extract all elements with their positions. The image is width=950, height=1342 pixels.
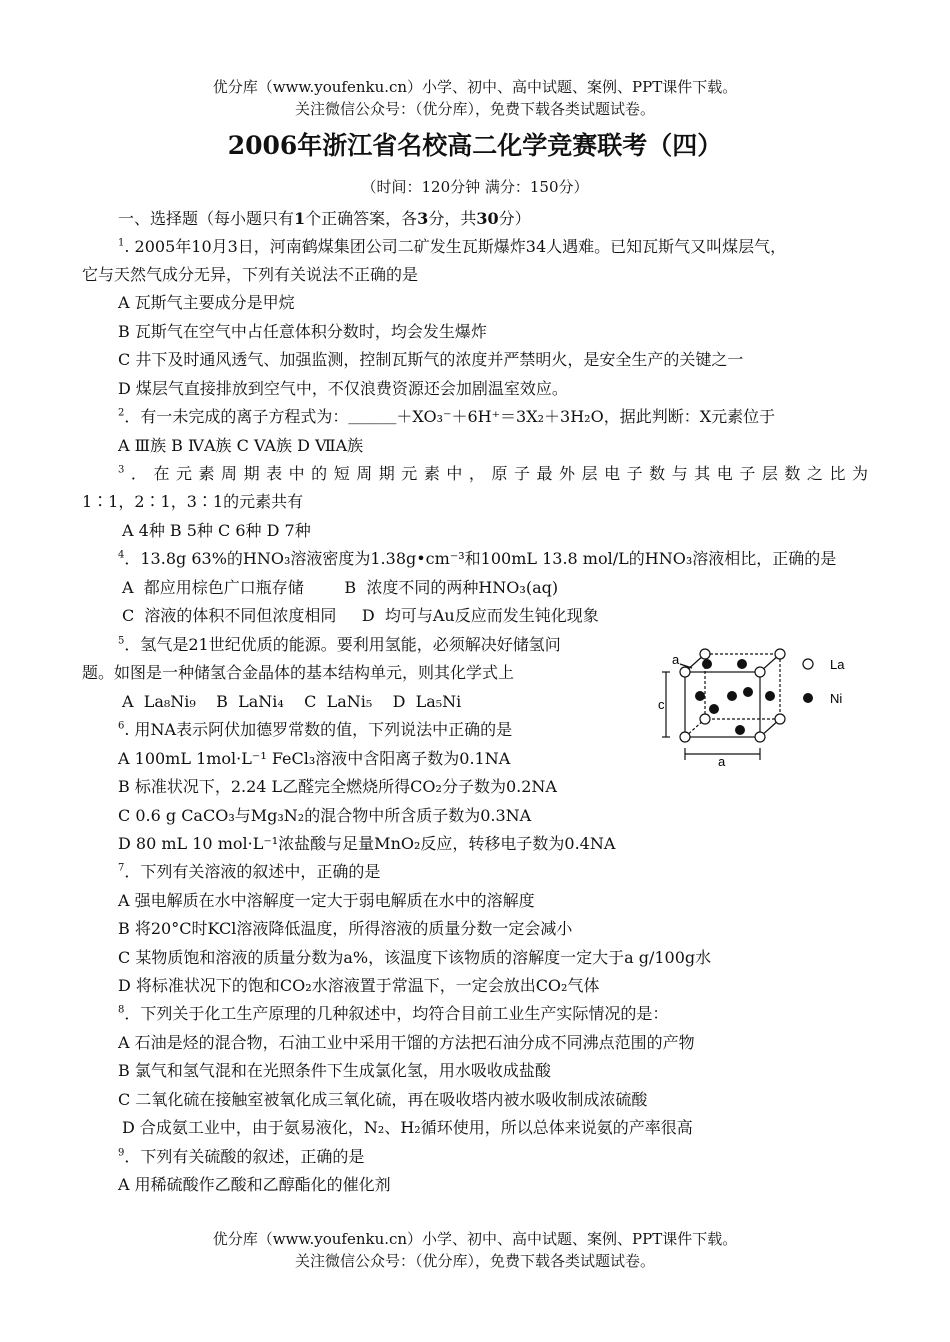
question-number: 7 [118,862,125,874]
option-8b: B 氯气和氢气混和在光照条件下生成氯化氢，用水吸收成盐酸 [118,1061,551,1080]
question-number: 2 [118,407,125,419]
dimension-c-label: c [658,697,665,712]
ni-atom [727,691,737,701]
question-8-stem: $^8$．下列关于化工生产原理的几种叙述中，均符合目前工业生产实际情况的是： [118,1004,669,1023]
option-6a: A 100mL 1mol·L⁻¹ FeCl₃溶液中含阳离子数为0.1NA [118,749,511,768]
footer-line-1: 优分库（www.youfenku.cn）小学、初中、高中试题、案例、PPT课件下载。 [212,1230,738,1248]
option-7c: C 某物质饱和溶液的质量分数为a%，该温度下该物质的溶解度一定大于a g/100g水 [118,948,712,967]
option-1d: D 煤层气直接排放到空气中，不仅浪费资源还会加剧温室效应。 [118,379,568,398]
header-line-1: 优分库（www.youfenku.cn）小学、初中、高中试题、案例、PPT课件下载。 [212,78,738,96]
question-5-stem: $^5$．氢气是21世纪优质的能源。要利用氢能，必须解决好储氢问 [118,635,561,654]
question-3-stem-cont: 1∶1，2∶1，3∶1的元素共有 [82,492,304,511]
crystal-structure-figure [650,642,870,770]
question-2-stem: $^2$．有一未完成的离子方程式为：＿＿＿＋XO₃⁻＋6H⁺＝3X₂＋3H₂O，据此判断：X元素位于 [118,407,776,426]
footer-line-2: 关注微信公众号：（优分库），免费下载各类试题试卷。 [294,1252,655,1270]
question-5-stem-cont: 题。如图是一种储氢合金晶体的基本结构单元，则其化学式上 [82,663,515,682]
ni-atom [735,725,745,735]
question-3-stem: $^3$．在元素周期表中的短周期元素中，原子最外层电子数与其电子层数之比为 [118,464,868,483]
question-1-stem-cont: 它与天然气成分无异，下列有关说法不正确的是 [82,265,419,284]
option-7b: B 将20°C时KCl溶液降低温度，所得溶液的质量分数一定会减小 [118,919,573,938]
section-heading: 一、选择题（每小题只有1个正确答案，各3分，共30分） [118,209,531,228]
page-subtitle: （时间：120分钟 满分：150分） [361,178,589,196]
question-7-stem: $^7$．下列有关溶液的叙述中，正确的是 [118,862,381,881]
option-1a: A 瓦斯气主要成分是甲烷 [118,293,295,312]
question-3-options: A 4种 B 5种 C 6种 D 7种 [122,521,311,540]
la-atom [775,714,785,724]
question-number: 8 [118,1004,125,1016]
option-8c: C 二氧化硫在接触室被氧化成三氧化硫，再在吸收塔内被水吸收制成浓硫酸 [118,1090,648,1109]
question-number: 3 [118,464,125,476]
question-2-options: A Ⅲ族 B ⅣA族 C VA族 D ⅦA族 [118,436,364,455]
question-1-stem: $^1$. 2005年10月3日，河南鹤煤集团公司二矿发生瓦斯爆炸34人遇难。已知瓦斯气又叫煤层气， [118,237,787,256]
la-atom [700,649,710,659]
legend-ni-label: Ni [830,691,843,706]
option-7a: A 强电解质在水中溶解度一定大于弱电解质在水中的溶解度 [118,891,535,910]
question-4-options-ab: A 都应用棕色广口瓶存储 B 浓度不同的两种HNO₃(aq) [122,578,559,597]
question-number: 1 [118,237,125,249]
dimension-a-bottom-label: a [718,754,726,769]
question-4-options-cd: C 溶液的体积不同但浓度相同 D 均可与Au反应而发生钝化现象 [122,606,599,625]
header-line-2: 关注微信公众号：（优分库），免费下载各类试题试卷。 [294,100,655,118]
page-title: 2006年浙江省名校高二化学竞赛联考（四） [227,131,723,160]
option-1b: B 瓦斯气在空气中占任意体积分数时，均会发生爆炸 [118,322,487,341]
ni-atom [702,659,712,669]
option-7d: D 将标准状况下的饱和CO₂水溶液置于常温下，一定会放出CO₂气体 [118,976,600,995]
question-5-options: A La₈Ni₉ B LaNi₄ C LaNi₅ D La₅Ni [122,692,462,711]
la-atom [755,732,765,742]
question-number: 6 [118,720,125,732]
ni-atom [743,687,753,697]
ni-atom [709,704,719,714]
la-atom [700,714,710,724]
legend-ni-marker [803,693,813,703]
option-6b: B 标准状况下，2.24 L乙醛完全燃烧所得CO₂分子数为0.2NA [118,777,557,796]
option-8a: A 石油是烃的混合物，石油工业中采用干馏的方法把石油分成不同沸点范围的产物 [118,1033,695,1052]
dimension-a-top-label: a [672,652,680,667]
option-6c: C 0.6 g CaCO₃与Mg₃N₂的混合物中所含质子数为0.3NA [118,806,532,825]
option-6d: D 80 mL 10 mol·L⁻¹浓盐酸与足量MnO₂反应，转移电子数为0.4NA [118,834,616,853]
ni-atom [765,691,775,701]
option-1c: C 井下及时通风透气、加强监测，控制瓦斯气的浓度并严禁明火，是安全生产的关键之一 [118,350,744,369]
question-6-stem: $^6$. 用NA表示阿伏加德罗常数的值，下列说法中正确的是 [118,720,513,739]
question-4-stem: $^4$．13.8g 63%的HNO₃溶液密度为1.38g•cm⁻³和100mL 13.8 mol/L的HNO₃溶液相比，正确的是 [118,549,837,568]
la-atom [680,732,690,742]
la-atom [680,667,690,677]
legend-la-marker [803,659,813,669]
ni-atom [695,691,705,701]
question-number: 4 [118,549,125,561]
option-9a: A 用稀硫酸作乙酸和乙醇酯化的催化剂 [118,1175,391,1194]
la-atom [755,667,765,677]
question-9-stem: $^9$．下列有关硫酸的叙述，正确的是 [118,1147,365,1166]
la-atom [775,649,785,659]
ni-atom [737,659,747,669]
option-8d: D 合成氨工业中，由于氨易液化，N₂、H₂循环使用，所以总体来说氨的产率很高 [122,1118,693,1137]
legend-la-label: La [830,657,845,672]
question-number: 9 [118,1147,125,1159]
question-number: 5 [118,635,125,647]
